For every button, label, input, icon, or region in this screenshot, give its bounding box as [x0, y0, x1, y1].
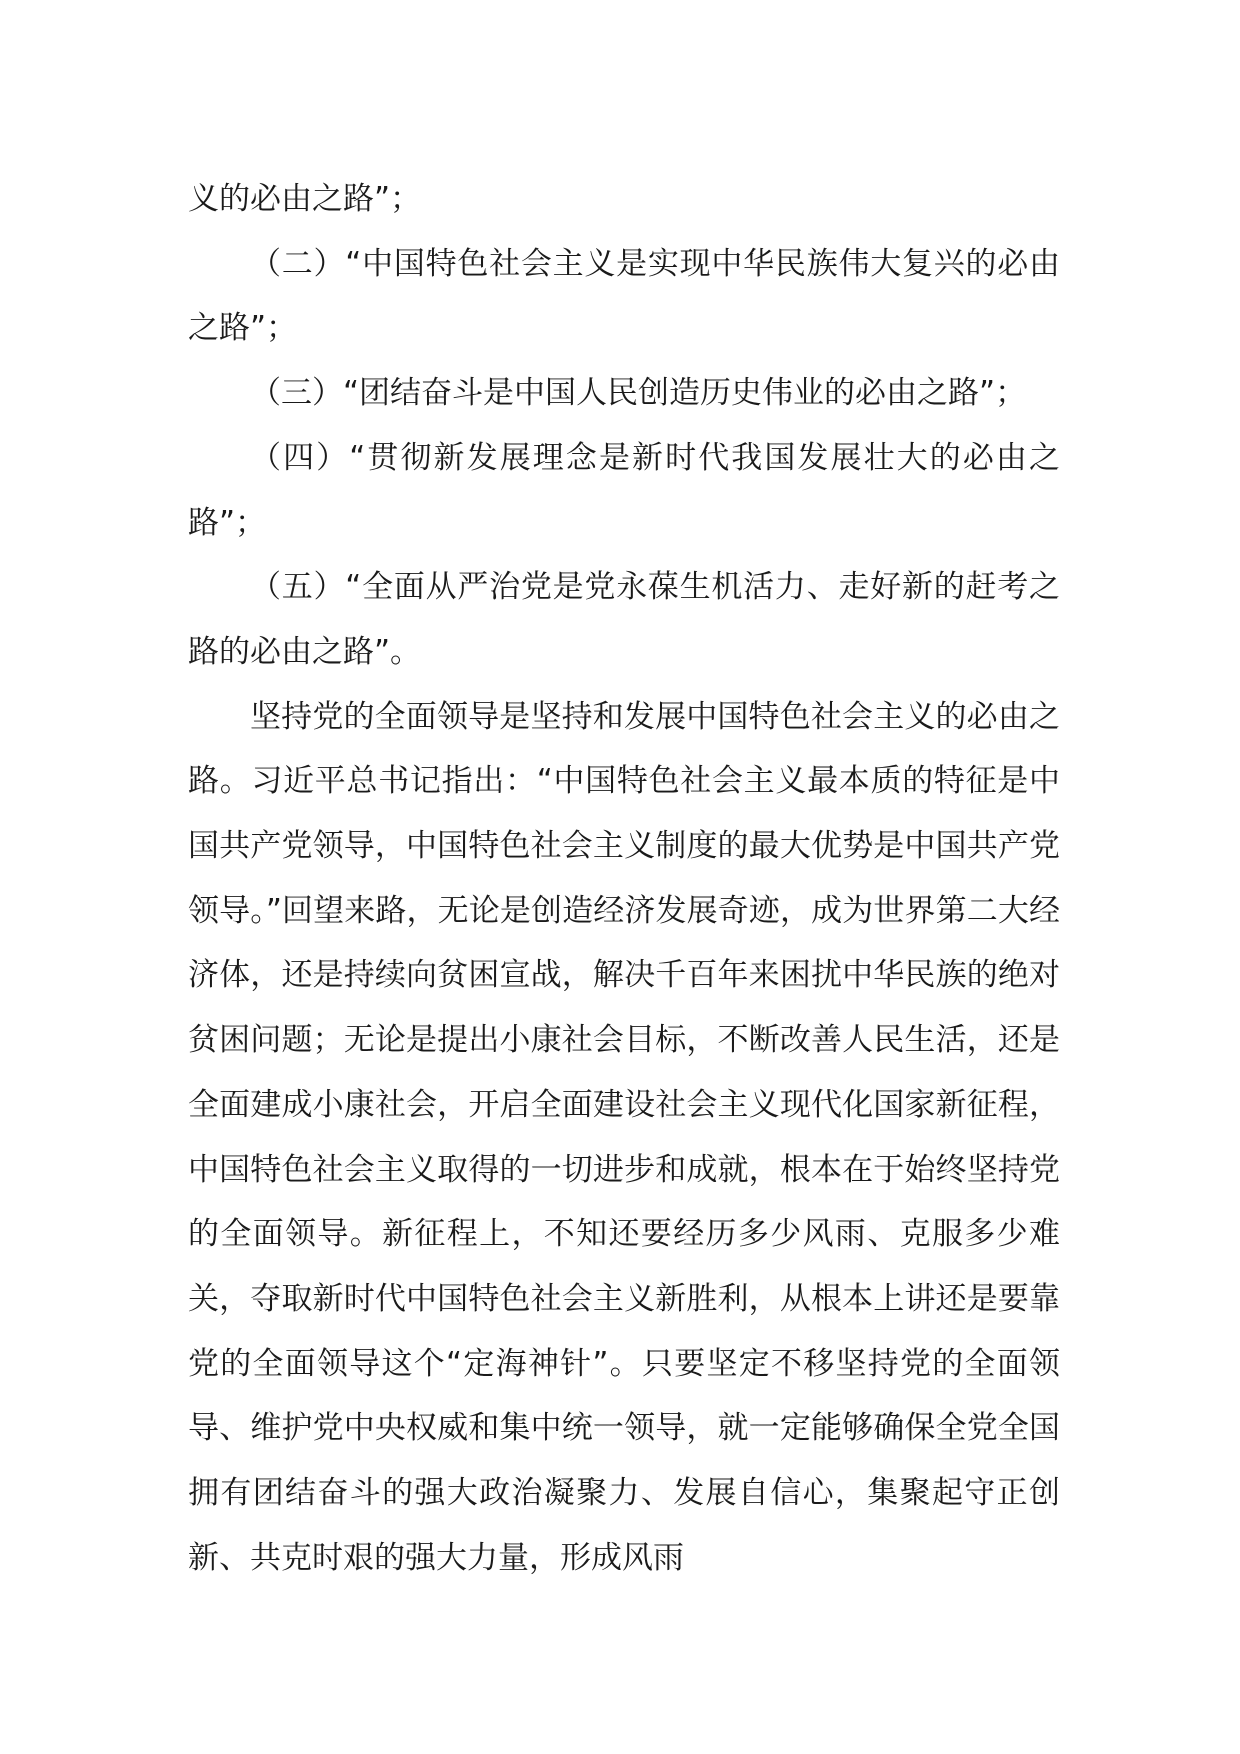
list-item-3: （三）“团结奋斗是中国人民创造历史伟业的必由之路”； — [250, 375, 1027, 412]
document-body — [188, 167, 1060, 1590]
body-paragraph: 坚持党的全面领导是坚持和发展中国特色社会主义的必由之路。习近平总书记指出：“中国特色社会主义最本质的特征是中国共产党领导，中国特色社会主义制度的最大优势是中国共产党领导。”回望来路，无论是创造经济发展奇迹，成为世界第二大经济体，还是持续向贫困宣战，解决千百年来困扰中华民族的绝对贫困问题；无论是提出小康社会目标，不断改善人民生活，还是全面建成小康社会，开启全面建设社会主义现代化国家新征程，中国特色社会主义取得的一切进步和成就，根本在于始终坚持党的全面领导。新征程上，不知还要经历多少风雨、克服多少难关，夺取新时代中国特色社会主义新胜利，从根本上讲还是要靠党的全面领导这个“定海神针”。只要坚定不移坚持党的全面领导、维护党中央权威和集中统一领导，就一定能够确保全党全国拥有团结奋斗的强大政治凝聚力、发展自信心，集聚起守正创新、共克时艰的强大力量，形成风雨 — [188, 698, 1060, 1576]
list-item-4: （四）“贯彻新发展理念是新时代我国发展壮大的必由之路”； — [188, 439, 1060, 541]
list-item-5: （五）“全面从严治党是党永葆生机活力、走好新的赶考之路的必由之路”。 — [188, 569, 1060, 670]
list-item-2: （二）“中国特色社会主义是实现中华民族伟大复兴的必由之路”； — [188, 245, 1060, 347]
paragraph-continuation: 义的必由之路”； — [188, 181, 422, 217]
